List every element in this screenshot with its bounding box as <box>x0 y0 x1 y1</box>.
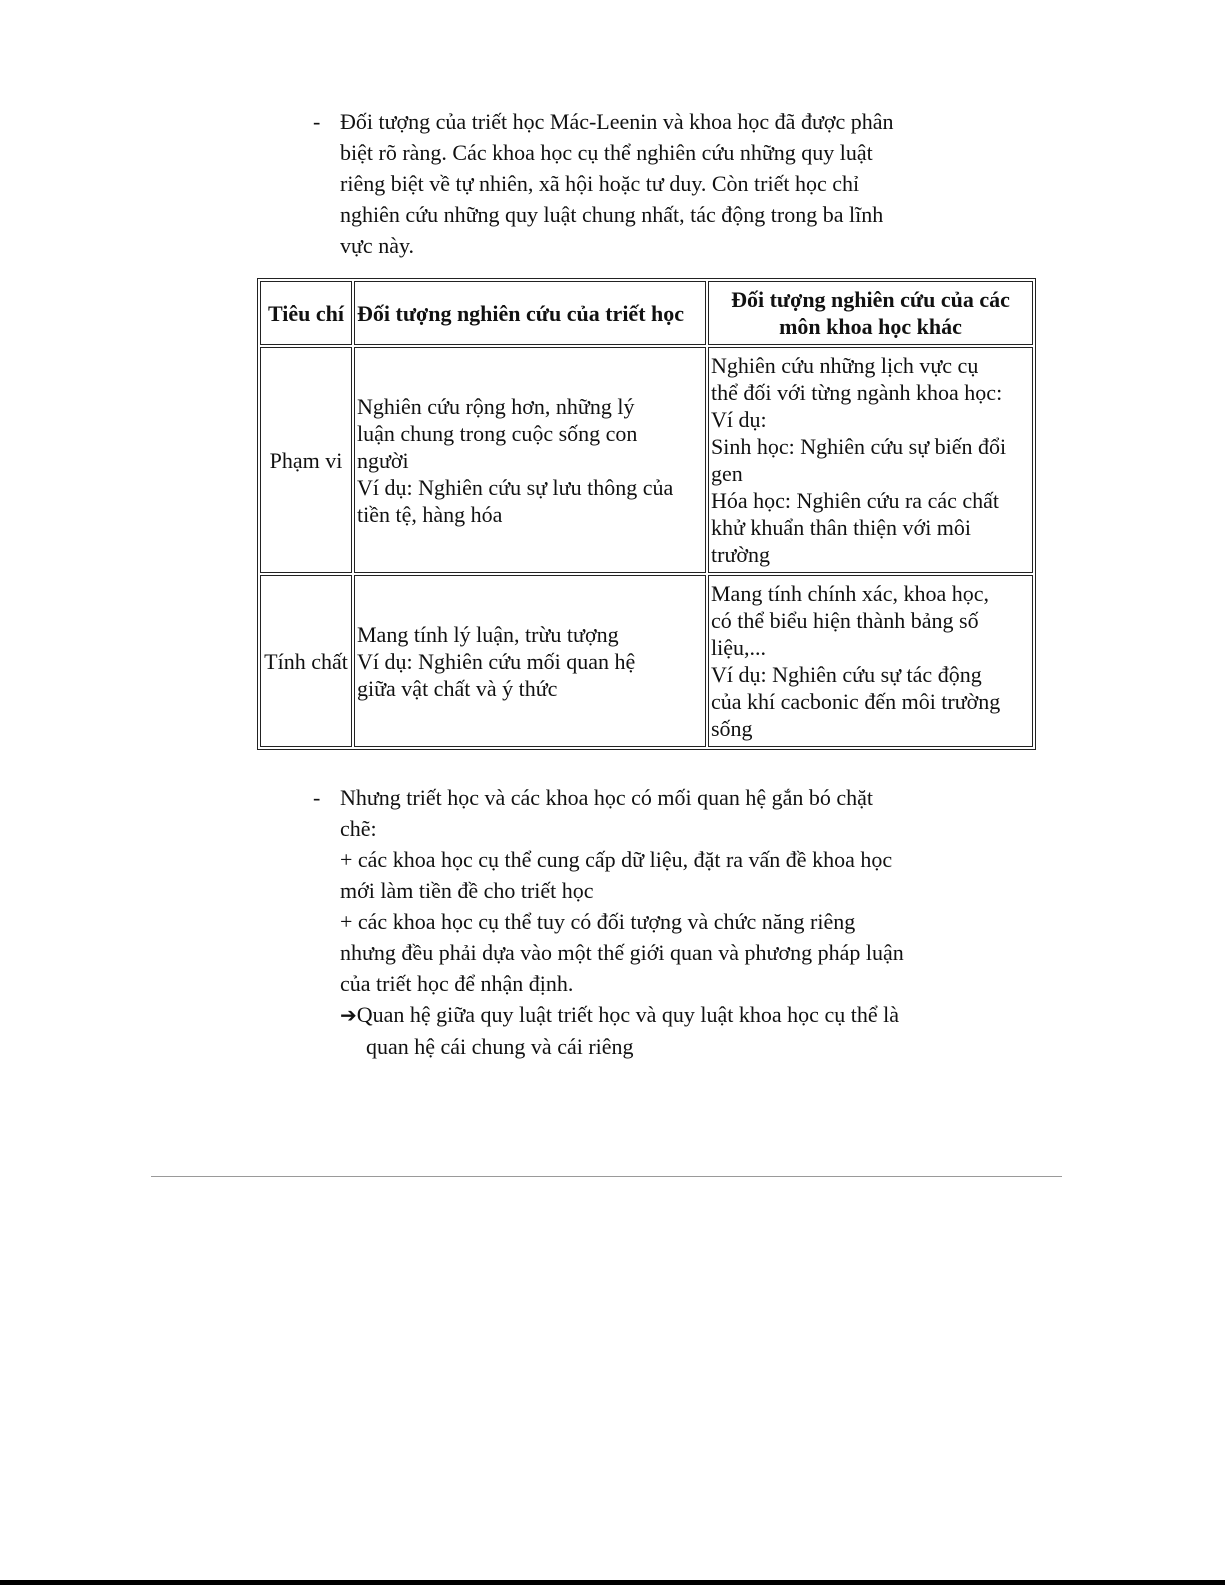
cell-line: liệu,... <box>711 635 766 660</box>
cell-line: tiền tệ, hàng hóa <box>357 501 503 527</box>
table-header-row <box>260 281 1033 345</box>
criterion-cell: Tính chất <box>260 575 352 747</box>
conclusion-text: Quan hệ giữa quy luật triết học và quy luật khoa học cụ thể là <box>356 1002 899 1027</box>
text-line: Nhưng triết học và các khoa học có mối quan hệ gắn bó chặt <box>340 785 874 810</box>
cell-line: Mang tính lý luận, trừu tượng <box>357 621 619 647</box>
text-line: + các khoa học cụ thể cung cấp dữ liệu, đặt ra vấn đề khoa học <box>340 847 893 872</box>
cell-line: người <box>357 447 409 473</box>
text-line: của triết học để nhận định. <box>340 971 574 996</box>
criterion-cell: Phạm vi <box>260 347 352 573</box>
cell-line: Ví dụ: Nghiên cứu sự tác động <box>711 662 982 687</box>
text-line: nghiên cứu những quy luật chung nhất, tác động trong ba lĩnh <box>340 202 884 227</box>
cell-line: Hóa học: Nghiên cứu ra các chất <box>711 488 1000 513</box>
text-line: nhưng đều phải dựa vào một thế giới quan và phương pháp luận <box>340 940 904 965</box>
cell-line: Nghiên cứu những lịch vực cụ <box>711 353 979 378</box>
cell-line: Ví dụ: Nghiên cứu sự lưu thông của <box>357 474 674 500</box>
text-line: mới làm tiền đề cho triết học <box>340 878 594 903</box>
text-line: + các khoa học cụ thể tuy có đối tượng và chức năng riêng <box>340 909 856 934</box>
intro-bullet-text <box>340 106 980 261</box>
cell-line: gen <box>711 461 743 486</box>
conclusion-line: quan hệ cái chung và cái riêng <box>366 1034 634 1059</box>
cell-line: khử khuẩn thân thiện với môi <box>711 515 972 540</box>
cell-line: Ví dụ: <box>711 407 767 432</box>
philosophy-cell <box>354 347 706 573</box>
header-philosophy: Đối tượng nghiên cứu của triết học <box>354 281 706 345</box>
cell-line: Mang tính chính xác, khoa học, <box>711 581 989 606</box>
text-line: Đối tượng của triết học Mác-Leenin và khoa học đã được phân <box>340 109 894 134</box>
cell-line: sống <box>711 716 753 741</box>
bullet-dash: - <box>313 109 321 134</box>
arrow-right-icon: ➔ <box>340 1003 357 1027</box>
comparison-table <box>257 278 1036 750</box>
bullet-dash: - <box>313 785 321 810</box>
cell-line: Nghiên cứu rộng hơn, những lý <box>357 393 635 419</box>
cell-line: trường <box>711 542 770 567</box>
page-bottom-edge <box>0 1580 1225 1585</box>
text-line: riêng biệt về tự nhiên, xã hội hoặc tư duy. Còn triết học chỉ <box>340 171 860 196</box>
relationship-bullet-text <box>340 782 980 1062</box>
sciences-cell <box>708 347 1033 573</box>
text-line: biệt rõ ràng. Các khoa học cụ thể nghiên cứu những quy luật <box>340 140 873 165</box>
text-line: chẽ: <box>340 816 377 841</box>
cell-line: Sinh học: Nghiên cứu sự biến đổi <box>711 434 1007 459</box>
table-row <box>260 347 1033 573</box>
header-criterion: Tiêu chí <box>260 281 352 345</box>
cell-line: của khí cacbonic đến môi trường <box>711 689 1001 714</box>
philosophy-cell <box>354 575 706 747</box>
conclusion-line <box>340 999 980 1031</box>
cell-line: luận chung trong cuộc sống con <box>357 420 638 446</box>
header-sciences: Đối tượng nghiên cứu của các môn khoa học khác <box>708 281 1033 345</box>
text-line: vực này. <box>340 233 415 258</box>
page-divider <box>151 1176 1062 1177</box>
cell-line: giữa vật chất và ý thức <box>357 675 558 701</box>
table-row <box>260 575 1033 747</box>
cell-line: có thể biểu hiện thành bảng số <box>711 608 979 633</box>
cell-line: Ví dụ: Nghiên cứu mối quan hệ <box>357 648 636 674</box>
cell-line: thể đối với từng ngành khoa học: <box>711 380 1003 405</box>
sciences-cell <box>708 575 1033 747</box>
